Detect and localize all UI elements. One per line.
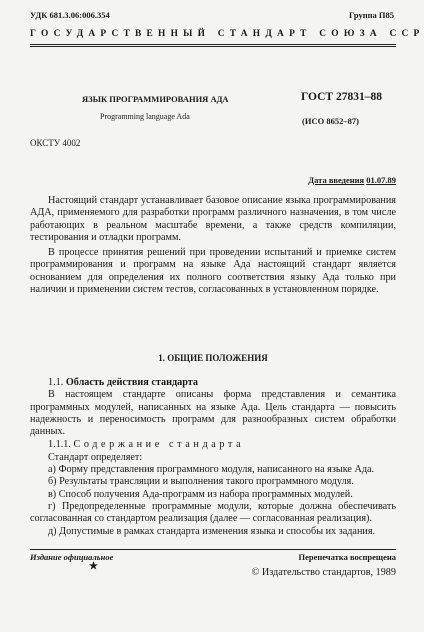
- effective-date-value: 01.07.89: [366, 175, 396, 185]
- document-title-ru: ЯЗЫК ПРОГРАММИРОВАНИЯ АДА: [82, 94, 229, 104]
- section-title: 1. ОБЩИЕ ПОЛОЖЕНИЯ: [158, 353, 268, 363]
- list-item: д) Допустимые в рамках стандарта изменения языка и способы их задания.: [48, 525, 376, 537]
- iso-reference: (ИСО 8652–87): [302, 116, 359, 126]
- copyright-notice: © Издательство стандартов, 1989: [251, 567, 396, 578]
- effective-date-label: Дата введения: [308, 175, 365, 185]
- subsection-1-1-1-number: 1.1.1.: [48, 439, 71, 451]
- list-item: б) Результаты трансляции и выполнения такого программного модуля.: [48, 476, 354, 488]
- subsection-1-1-1-title: Содержание стандарта: [73, 439, 245, 451]
- organization-header: ГОСУДАРСТВЕННЫЙ СТАНДАРТ СОЮЗА ССР: [30, 29, 424, 39]
- star-icon: ★: [89, 561, 98, 572]
- list-item: г) Предопределенные программные модули, которые должна обеспечивать согласованная со стандартом реализация (далее — согласованная реализация).: [30, 500, 396, 525]
- udk-code: УДК 681.3.06:006.354: [30, 10, 110, 20]
- subsection-1-1-heading: [30, 377, 396, 389]
- okstu-code: ОКСТУ 4002: [30, 138, 81, 148]
- subsection-1-1-number: 1.1.: [48, 377, 64, 388]
- list-item: в) Способ получения Ада-программ из набора программных модулей.: [48, 488, 353, 500]
- group-code: Группа П85: [348, 10, 394, 20]
- intro-text: [30, 195, 396, 296]
- subsection-1-1-title: Область действия стандарта: [65, 377, 198, 388]
- section-body: [30, 377, 396, 538]
- subsection-1-1-text: В настоящем стандарте описаны форма представления и семантика программных модулей, написанных на языке Ада. Цель стандарта — повысить надежность и переносимость программ для разнообразных систем обработки данных.: [30, 389, 396, 438]
- header-divider: [30, 44, 396, 45]
- subsection-1-1-1-lead: Стандарт определяет:: [48, 451, 143, 463]
- footer-divider: [30, 549, 396, 550]
- effective-date: [308, 175, 396, 185]
- intro-paragraph-2: В процессе принятия решений при проведении испытаний и приемке систем программирования и программ на языке Ада настоящий стандарт является основанием для определения их полного соответствия языку Ада только при наличии и применении систем тестов, согласованных в установленном порядке.: [30, 247, 396, 296]
- subsection-1-1-1-heading: [30, 439, 396, 451]
- header-divider-second: [30, 46, 396, 47]
- gost-number: ГОСТ 27831–88: [301, 91, 382, 103]
- reprint-notice: Перепечатка воспрещена: [298, 552, 396, 562]
- official-edition-label: Издание официальное: [30, 552, 114, 562]
- document-title-en: Programming language Ada: [100, 112, 190, 121]
- list-item: а) Форму представления программного модуля, написанного на языке Ада.: [48, 464, 375, 476]
- intro-paragraph-1: Настоящий стандарт устанавливает базовое описание языка программирования АДА, применяемого для разработки программ различного назначения, в том числе работающих в реальном масштабе времени, а также средств компиляции, тестирования и отладки программ.: [30, 195, 396, 243]
